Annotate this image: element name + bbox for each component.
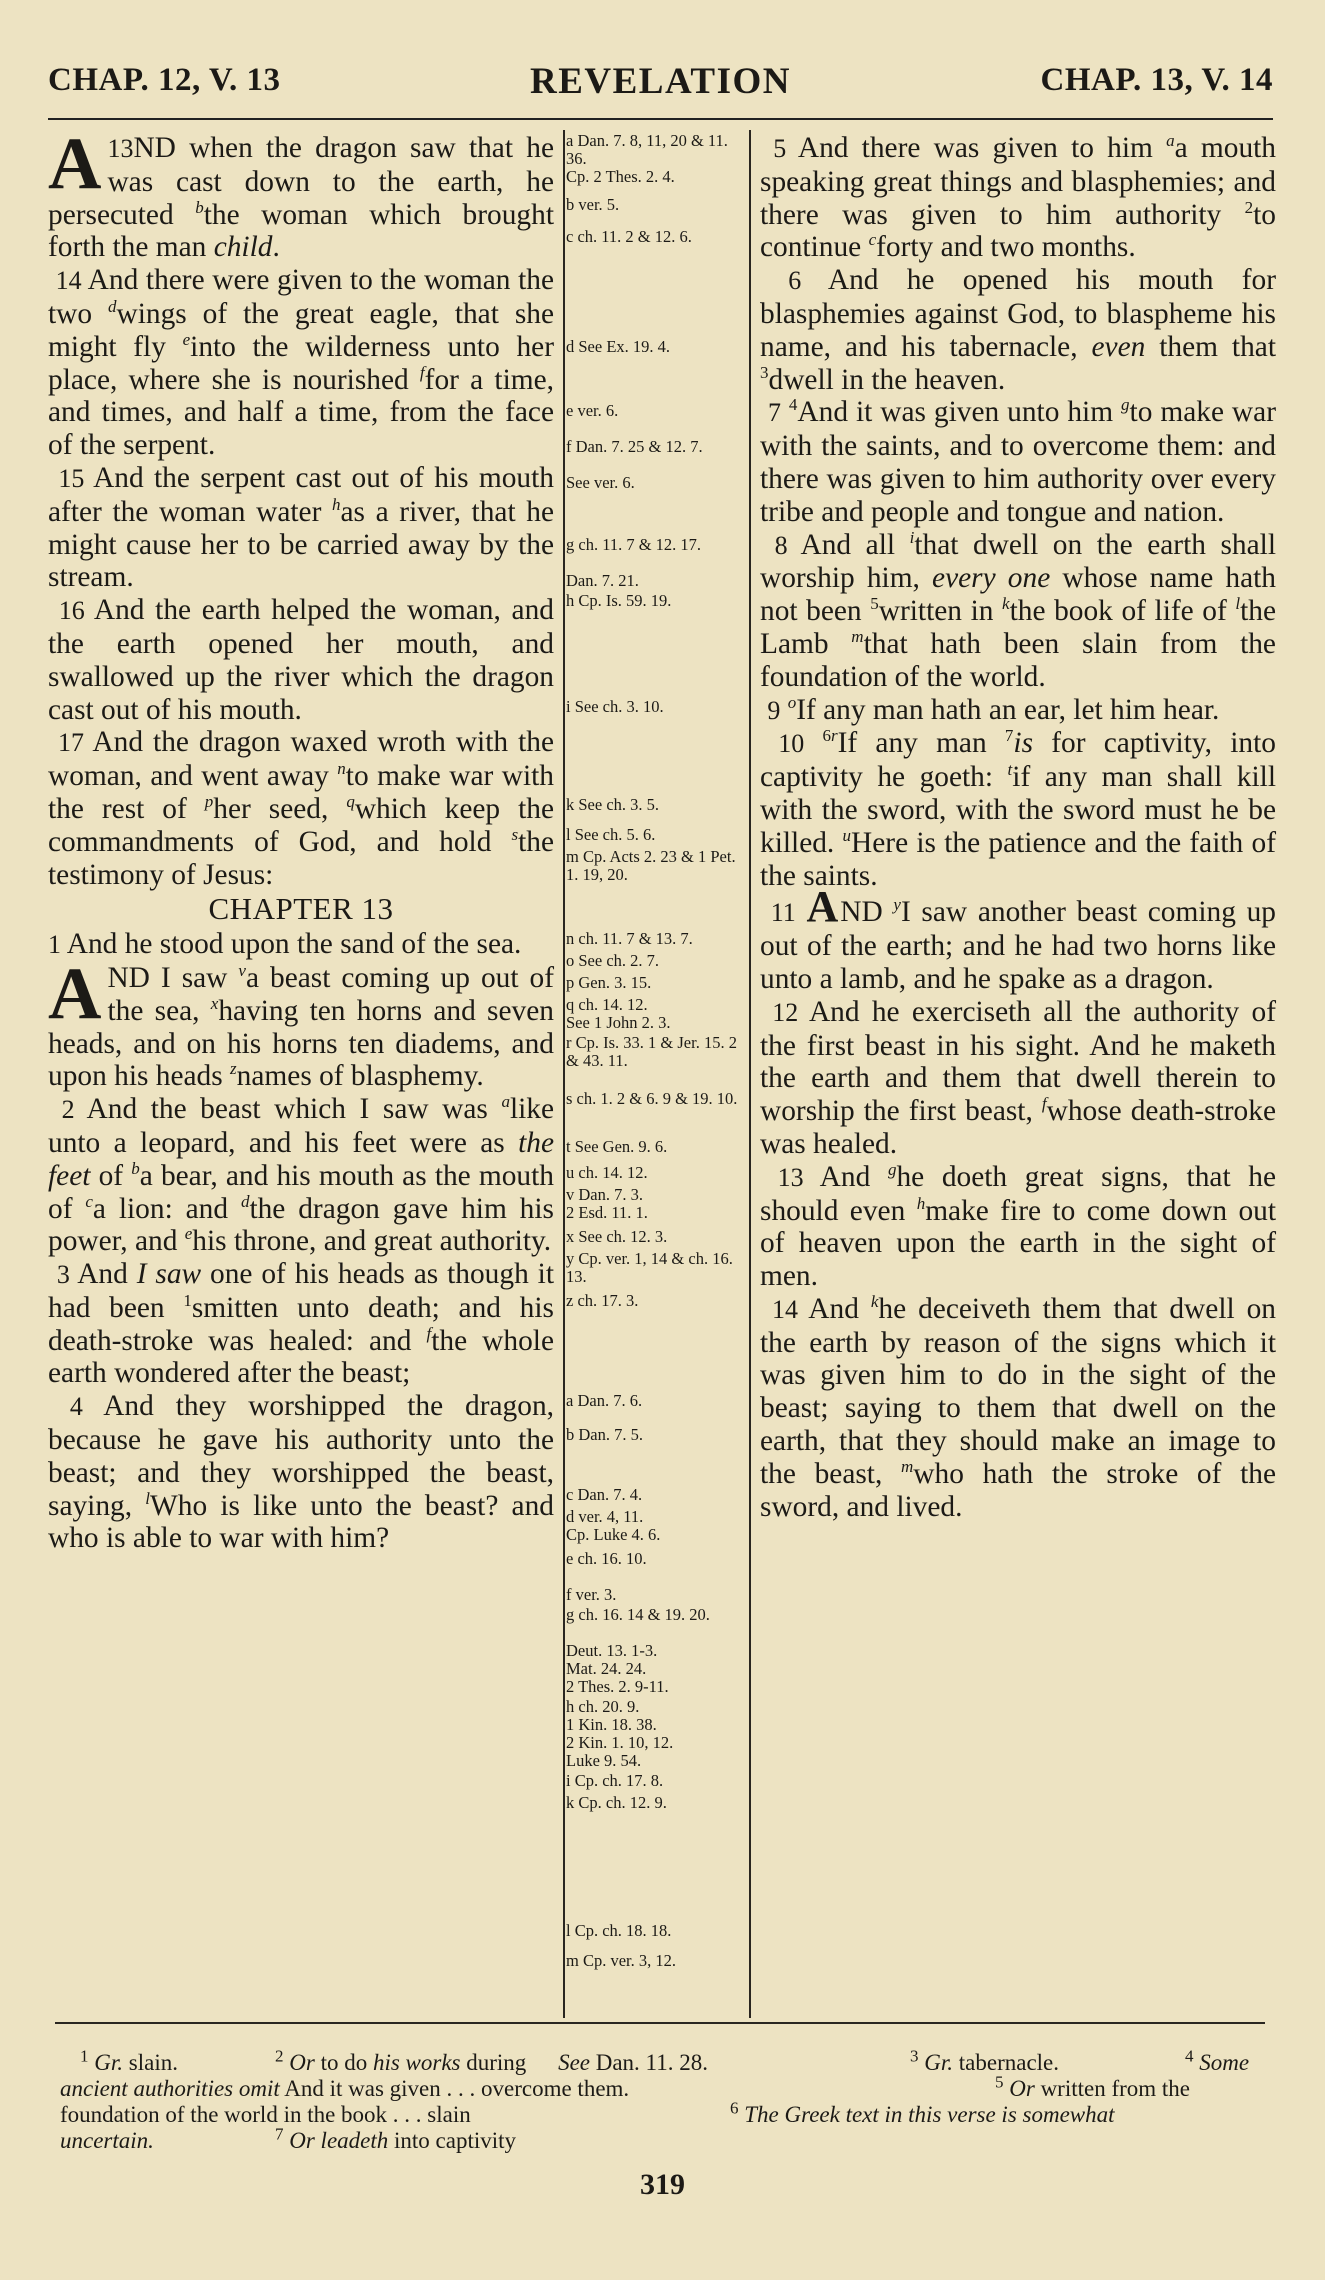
verse-12-17: 17 And the dragon waxed wroth with the woman, and went away $^n$to make war with the rest of $^p$her seed, $^q$which keep the commandments of God, and hold $^s$the testimony of Jesus:	[48, 726, 554, 891]
verse-13-9: 9 $^o$If any man hath an ear, let him hear.	[767, 692, 1220, 726]
verse-13-7: 7 $^4$And it was given unto him $^g$to make war with the saints, and to overcome them: and there was given to him authority over every tribe and people and tongue and nation.	[760, 395, 1276, 528]
cross-reference: u ch. 14. 12.	[566, 1163, 648, 1182]
cross-reference: m Cp. ver. 3, 12.	[566, 1951, 676, 1970]
cross-reference: Cp. 2 Thes. 2. 4.	[566, 167, 675, 186]
cross-reference: l Cp. ch. 18. 18.	[566, 1921, 672, 1940]
verse-13-2: 2 And the beast which I saw was $^a$like unto a leopard, and his feet were as the feet of $^b$a bear, and his mouth as the mouth of $^c$a lion: and $^d$the dragon gave him his power, and $^e$his throne, and great authority.	[48, 1092, 555, 1258]
cross-reference: x See ch. 12. 3.	[566, 1227, 668, 1246]
cross-reference: g ch. 16. 14 & 19. 20.	[566, 1605, 710, 1624]
footnote-row: foundation of the world in the book . . . slain $^6$ The Greek text in this verse is somewhat	[60, 2098, 1115, 2127]
verse-13-3: 3 And I saw one of his heads as though it had been $^1$smitten unto death; and his death-stroke was healed: and $^f$the whole earth wondered after the beast;	[48, 1258, 554, 1390]
cross-reference: l See ch. 5. 6.	[566, 825, 656, 844]
footnotes	[60, 2046, 1280, 2154]
footnote-row: $^1$ Gr. slain. $^2$ Or to do his works during See Dan. 11. 28. $^3$ Gr. tabernacle. $^4$ Some	[80, 2046, 1250, 2075]
cross-reference: h Cp. Is. 59. 19.	[566, 591, 672, 610]
verse-13-14: 14 And $^k$he deceiveth them that dwell on the earth by reason of the signs which it was given him to do in the sight of the beast; saying to them that dwell on the earth, that they should make an image to the beast, $^m$who hath the stroke of the sword, and lived.	[760, 1292, 1276, 1523]
header-rule	[48, 118, 1273, 120]
drop-cap: A	[48, 123, 102, 205]
page-number: 319	[640, 2168, 685, 2201]
column-rule-left	[563, 130, 565, 2018]
verse-12-15: 15 And the serpent cast out of his mouth after the woman water $^h$as a river, that he might cause her to be carried away by the stream.	[48, 461, 554, 594]
cross-reference: r Cp. Is. 33. 1 & Jer. 15. 2 & 43. 11.	[566, 1033, 737, 1070]
verse-13-1b: AND I saw $^v$a beast coming up out of the sea, $^x$having ten horns and seven heads, and on his horns ten diadems, and upon his heads $^z$names of blasphemy.	[48, 952, 554, 1093]
cross-reference: o See ch. 2. 7.	[566, 951, 660, 970]
footnote-row: uncertain. $^7$ Or leadeth into captivity	[60, 2124, 517, 2153]
cross-reference: See ver. 6.	[566, 473, 635, 492]
cross-reference: f ver. 3.	[566, 1585, 617, 1604]
cross-reference-column	[566, 130, 746, 2010]
verse-13-1: 1 And he stood upon the sand of the sea.	[48, 928, 522, 961]
cross-reference: Dan. 7. 21.	[566, 571, 639, 590]
footnote-rule	[55, 2022, 1265, 2024]
verse-13-10: 10 $^{6r}$If any man $^7$is for captivity, into captivity he goeth: $^t$if any man shall kill with the sword, with the sword must he be killed. $^u$Here is the patience and the faith of the saints.	[760, 726, 1276, 892]
cross-reference: e ch. 16. 10.	[566, 1549, 647, 1568]
cross-reference: b Dan. 7. 5.	[566, 1425, 643, 1444]
running-header	[48, 62, 1273, 114]
cross-reference: 2 Thes. 2. 9-11.	[566, 1677, 669, 1696]
verse-12-14: 14 And there were given to the woman the two $^d$wings of the great eagle, that she might fly $^e$into the wilderness unto her place, where she is nourished $^f$for a time, and times, and half a time, from the face of the serpent.	[48, 264, 554, 462]
cross-reference: a Dan. 7. 8, 11, 20 & 11. 36.	[566, 131, 728, 168]
cross-reference: b ver. 5.	[566, 195, 620, 214]
cross-reference: h ch. 20. 9.	[566, 1697, 640, 1716]
cross-reference: t See Gen. 9. 6.	[566, 1137, 668, 1156]
cross-reference: Mat. 24. 24.	[566, 1659, 647, 1678]
drop-cap: A	[48, 952, 102, 1035]
cross-reference: k See ch. 3. 5.	[566, 795, 660, 814]
cross-reference: p Gen. 3. 15.	[566, 973, 652, 992]
right-text-column	[760, 132, 1276, 1523]
cross-reference: s ch. 1. 2 & 6. 9 & 19. 10.	[566, 1089, 738, 1108]
verse-12-13: 13 A ND when the dragon saw that he was cast down to the earth, he persecuted $^b$the woman which brought forth the man child.	[48, 123, 554, 264]
header-book-title: REVELATION	[529, 61, 792, 102]
verse-13-5: 5 And there was given to him $^a$a mouth speaking great things and blasphemies; and there was given to him authority $^2$to continue $^c$forty and two months.	[760, 131, 1277, 264]
cross-reference: g ch. 11. 7 & 12. 17.	[566, 535, 702, 554]
cross-reference: z ch. 17. 3.	[566, 1291, 639, 1310]
drop-cap: A	[806, 882, 839, 932]
cross-reference: k Cp. ch. 12. 9.	[566, 1793, 667, 1812]
verse-12-16: 16 And the earth helped the woman, and the earth opened her mouth, and swallowed up the river which the dragon cast out of his mouth.	[48, 594, 554, 726]
verse-13-13: 13 And $^g$he doeth great signs, that he should even $^h$make fire to come down out of heaven upon the earth in the sight of men.	[760, 1159, 1277, 1293]
cross-reference: a Dan. 7. 6.	[566, 1391, 643, 1410]
verse-13-4: 4 And they worshipped the dragon, because he gave his authority unto the beast; and they worshipped the beast, saying, $^l$Who is like unto the beast? and who is able to war with him?	[48, 1390, 554, 1555]
header-chapter-left: CHAP. 12, V. 13	[48, 62, 281, 98]
cross-reference: d ver. 4, 11.	[566, 1507, 644, 1526]
cross-reference: d See Ex. 19. 4.	[566, 337, 671, 356]
footnote-row: ancient authorities omit And it was given . . . overcome them. $^5$ Or written from the	[60, 2072, 1191, 2101]
cross-reference: 2 Kin. 1. 10, 12.	[566, 1733, 674, 1752]
cross-reference: i See ch. 3. 10.	[566, 697, 664, 716]
verse-13-12: 12 And he exerciseth all the authority of the first beast in his sight. And he maketh the earth and them that dwell therein to worship the first beast, $^f$whose death-stroke was healed.	[760, 995, 1276, 1160]
verse-13-6: 6 And he opened his mouth for blasphemies against God, to blaspheme his name, and his tabernacle, even them that $^3$dwell in the heaven.	[760, 264, 1276, 396]
cross-reference: y Cp. ver. 1, 14 & ch. 16. 13.	[566, 1249, 733, 1286]
cross-reference: i Cp. ch. 17. 8.	[566, 1771, 664, 1790]
verse-13-11: 11 AND $^y$I saw another beast coming up out of the earth; and he had two horns like unto a lamb, and he spake as a dragon.	[760, 882, 1276, 995]
header-chapter-right: CHAP. 13, V. 14	[1040, 62, 1273, 98]
cross-reference: m Cp. Acts 2. 23 & 1 Pet. 1. 19, 20.	[566, 847, 736, 884]
cross-reference: 2 Esd. 11. 1.	[566, 1203, 648, 1222]
cross-reference: f Dan. 7. 25 & 12. 7.	[566, 437, 703, 456]
cross-reference: q ch. 14. 12.	[566, 995, 648, 1014]
cross-reference: Luke 9. 54.	[566, 1751, 642, 1770]
cross-reference: e ver. 6.	[566, 401, 619, 420]
chapter-heading: CHAPTER 13	[208, 891, 394, 927]
column-rule-right	[749, 130, 751, 2018]
cross-reference: See 1 John 2. 3.	[566, 1013, 671, 1032]
left-text-column	[48, 123, 555, 1555]
cross-reference: v Dan. 7. 3.	[566, 1185, 643, 1204]
cross-reference: 1 Kin. 18. 38.	[566, 1715, 657, 1734]
cross-reference: n ch. 11. 7 & 13. 7.	[566, 929, 693, 948]
cross-reference: Cp. Luke 4. 6.	[566, 1525, 661, 1544]
cross-reference: c Dan. 7. 4.	[566, 1485, 643, 1504]
cross-reference: c ch. 11. 2 & 12. 6.	[566, 227, 692, 246]
verse-13-8: 8 And all $^i$that dwell on the earth shall worship him, every one whose name hath not been $^5$written in $^k$the book of life of $^l$the Lamb $^m$that hath been slain from the foundation of the world.	[760, 527, 1277, 693]
cross-reference: Deut. 13. 1-3.	[566, 1641, 658, 1660]
